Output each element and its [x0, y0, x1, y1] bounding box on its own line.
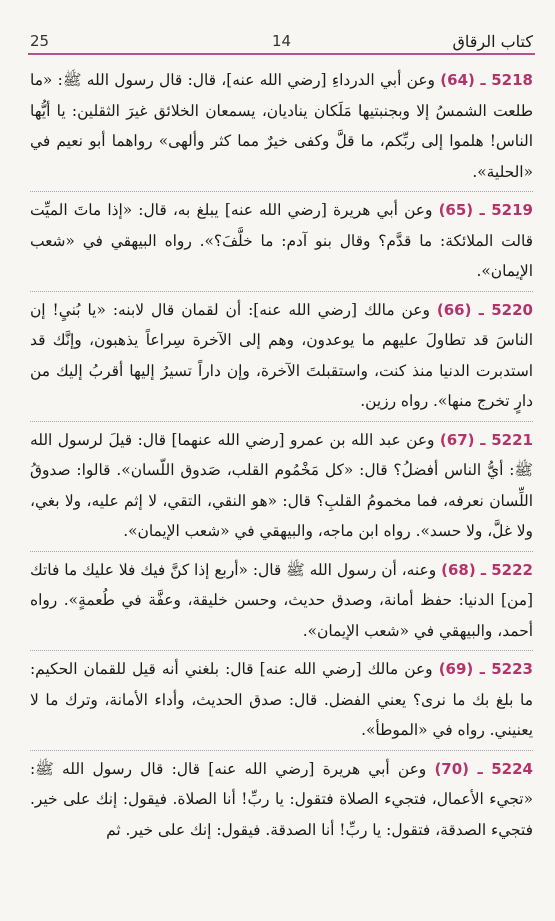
hadith-paragraph	[30, 751, 533, 850]
hadith-paragraph	[30, 292, 533, 422]
hadith-number: 5222 ـ (68)	[441, 560, 533, 579]
hadith-number: 5219 ـ (65)	[438, 201, 533, 219]
hadith-paragraph	[30, 62, 533, 192]
page-number-center: 14	[271, 32, 292, 50]
hadith-paragraph	[30, 422, 533, 552]
hadith-paragraph	[30, 192, 533, 292]
hadith-text: وعن عبد الله بن عمرو [رضي الله عنهما] قال: قيلَ لرسول الله ﷺ: أيُّ الناس أفضلُ؟ قال: «كل مَخْمُوم القلب، صَدوق اللّسان». قالوا: صدوقُ اللِّسان نعرفه، فما مخمومُ القلبِ؟ قال: «هو النقي، التقي، لا إثم عليه، ولا بغي، ولا غلَّ، ولا حسد». رواه ابن ماجه، والبيهقي في «شعب الإيمان».	[30, 430, 533, 540]
page-header	[30, 28, 533, 54]
hadith-number: 5223 ـ (69)	[438, 660, 533, 678]
hadith-text: وعن مالك [رضي الله عنه] قال: بلغني أنه قيل للقمان الحكيم: ما بلغ بك ما نرى؟ يعني الفضل. قال: صدق الحديث، وأداء الأمانة، وترك ما لا يعنيني. رواه في «الموطأ».	[30, 660, 533, 739]
book-title: كتاب الرقاق	[452, 31, 533, 51]
hadith-text: وعن أبي هريرة [رضي الله عنه] قال: قال رسول الله ﷺ: «تجيء الأعمال، فتجيء الصلاة فتقول: يا ربِّ! أنا الصلاة. فيقول: إنك على خير. فتجيء الصدقة، فتقول: يا ربِّ! أنا الصدقة. فيقول: إنك على خير. ثم	[30, 759, 533, 839]
hadith-text: وعن أبي الدرداءِ [رضي الله عنه]، قال: قال رسول الله ﷺ: «ما طلعت الشمسُ إلا وبجنبتيها مَلَكان يناديان، يسمعان الخلائق غيرَ الثقلين: يا أيُّها الناس! هلموا إلى ربِّكم، ما قلَّ وكفى خيرٌ مما كثر وألهى» رواهما أبو نعيم في «الحلية».	[30, 71, 533, 181]
hadith-paragraph	[30, 651, 533, 751]
hadith-paragraph	[30, 552, 533, 652]
page-number-left: 25	[30, 32, 50, 50]
hadith-text: وعن أبي هريرة [رضي الله عنه] يبلغ به، قال: «إذا ماتَ الميِّت قالت الملائكة: ما قدَّم؟ وقال بنو آدم: ما خلَّفَ؟». رواه البيهقي في «شعب الإيمان».	[30, 201, 533, 280]
hadith-text: وعن مالك [رضي الله عنه]: أن لقمان قال لابنه: «يا بُنيِ! إن الناسَ قد تطاولَ عليهم ما يوعدون، وهم إلى الآخرة سِراعاً يذهبون، وإنَّك قد استدبرت الدنيا منذ كنت، واستقبلتَ الآخرة، وإن داراً تسيرُ إليها أقربُ إليك من دارٍ تخرج منها». رواه رزين.	[30, 300, 533, 410]
hadith-number: 5218 ـ (64)	[440, 71, 533, 89]
hadith-number: 5224 ـ (70)	[434, 759, 533, 778]
hadith-number: 5221 ـ (67)	[439, 430, 533, 449]
header-rule	[28, 53, 535, 55]
hadith-number: 5220 ـ (66)	[436, 300, 533, 319]
hadith-text: وعنه، أن رسول الله ﷺ قال: «أربع إذا كنَّ فيك فلا عليك ما فاتك [من] الدنيا: حفظ أمانة، وصدق حديث، وحسن خليقة، وعفَّة في طُعمةٍ». رواه أحمد، والبيهقي في «شعب الإيمان».	[30, 560, 533, 640]
page-body	[30, 62, 533, 911]
